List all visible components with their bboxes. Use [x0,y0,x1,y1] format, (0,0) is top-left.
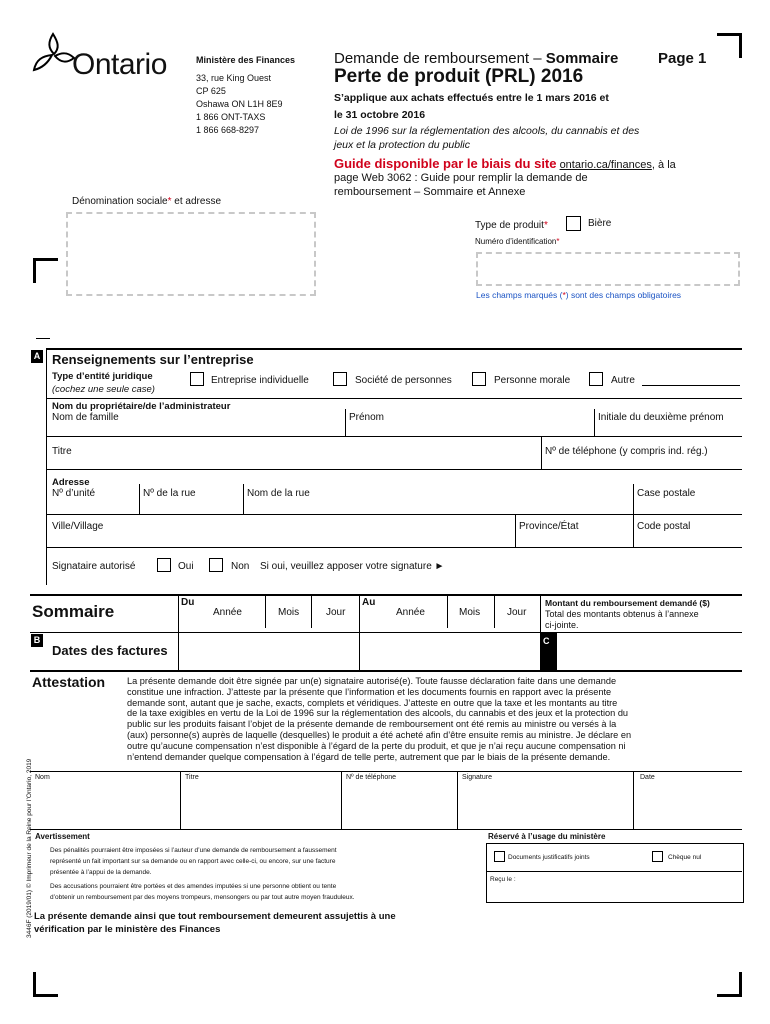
product-type-label [475,220,548,231]
owner-header: Nom du propriétaire/de l’administrateur [52,401,231,412]
address-divider [633,484,634,514]
ministry-address [196,72,283,137]
mandatory-note [476,290,681,300]
attestation-line: constitue une infraction. J’atteste par la présente que l’information et les documents fournis en rapport avec la présente [127,686,612,697]
id-label-text: Numéro d’identification [475,237,557,246]
from-month: Mois [278,607,300,618]
verification-note-1: La présente demande ainsi que tout remboursement demeurent assujettis à une [34,911,396,922]
received-label: Reçu le : [490,876,516,883]
amount-input[interactable] [558,633,742,669]
name-divider [345,409,346,436]
trillium-icon [30,30,76,76]
void-cheque-checkbox[interactable] [652,851,663,862]
product-type-text: Type de produit [475,220,544,231]
form-number-side-text: 3446F (2019/01) © Imprimeur de la Reine pour l’Ontario, 2019 [26,758,33,938]
applies-line-2: le 31 octobre 2016 [334,109,426,121]
entity-type-note: (cochez une seule case) [52,384,155,395]
title-label: Titre [52,446,72,457]
to-day: Jour [507,607,527,618]
address-line: CP 625 [196,86,226,96]
first-name-label: Prénom [349,412,385,423]
beer-label: Bière [588,218,612,229]
signatory-yes-label: Oui [178,561,194,572]
address-header: Adresse [52,477,90,488]
title-prefix: Demande de remboursement – [334,50,546,67]
entity-type-label: Type d’entité juridique [52,371,153,382]
signatory-yes-checkbox[interactable] [157,558,171,572]
required-asterisk: * [562,290,566,300]
date-col [265,594,266,628]
required-asterisk: * [556,237,560,246]
from-label: Du [181,597,195,608]
section-c-badge: C [543,636,550,646]
ministry-name: Ministère des Finances [196,55,296,65]
date-input[interactable] [634,784,741,828]
date-col [447,594,448,628]
supporting-docs-label: Documents justificatifs joints [508,854,590,861]
signature-table-top [30,771,742,772]
name-input[interactable] [31,784,179,828]
ontario-logo [30,28,180,83]
attestation-line: outre qu’aucune compensation n’est disponible à l’égard de la perte du produit, et que je n’ai reçu aucune compensation ni [127,740,626,751]
warning-line: Des pénalités pourraient être imposées si l’auteur d’une demande de remboursement a faussement [50,847,337,854]
title-bold: Sommaire [545,50,619,67]
id-label [475,237,560,246]
last-name-label: Nom de famille [52,412,119,423]
section-a-left-rule [46,348,47,585]
city-label: Ville/Village [52,521,104,532]
city-divider [633,514,634,547]
void-cheque-label: Chèque nul [668,854,702,861]
partnership-label: Société de personnes [355,375,452,386]
warning-line: représenté un fait important sur sa demande ou en rapport avec celle-ci, ou encore, sur une facture [50,858,336,865]
signatory-no-checkbox[interactable] [209,558,223,572]
guide-link[interactable]: ontario.ca/finances [559,159,652,171]
amount-note-1: Total des montants obtenus à l’annexe [545,609,699,619]
signatory-no-label: Non [231,561,250,572]
attestation-line: demande sont, autant que je sache, exacts, complets et véridiques. J’atteste en outre que la taxe et les montants au titre [127,697,618,708]
col-title: Titre [185,774,199,781]
attestation-line: (aux) personne(s) auprès de laquelle (desquelles) le produit a été acheté afin d’être ensuite remis au ministre. Je déclare en [127,729,632,740]
section-b-badge: B [31,634,43,647]
other-checkbox[interactable] [589,372,603,386]
corner-mark-bottom-right [717,972,742,997]
address-line: 33, rue King Ouest [196,73,272,83]
province-label: Province/État [519,521,579,532]
individual-checkbox[interactable] [190,372,204,386]
warning-line: présentée à l’appui de la demande. [50,869,152,876]
ministry-use-box [486,843,744,903]
invoice-dates-label: Dates des factures [52,643,168,658]
denomination-text: Dénomination sociale [72,196,168,207]
middle-initial-label: Initiale du deuxième prénom [598,412,724,423]
warning-line: d’obtenir un remboursement par des moyens trompeurs, mensongers ou par tout autre moyen frauduleux. [50,894,355,901]
signature-input[interactable] [458,784,632,828]
title-input[interactable] [181,784,340,828]
address-line: Oshawa ON L1H 8E9 [196,99,283,109]
from-day: Jour [326,607,346,618]
warning-title: Avertissement [35,832,90,841]
attestation-text [127,676,739,762]
guide-red-text: Guide disponible par le biais du site [334,156,557,171]
address-line: 1 866 ONT-TAXS [196,112,266,122]
guide-line-2: page Web 3062 : Guide pour remplir la demande de [334,172,588,184]
col-phone: Nº de téléphone [346,774,397,781]
corner-mark-left [33,258,58,283]
applies-line-1: S’applique aux achats effectués entre le 1 mars 2016 et [334,92,609,104]
unit-label: Nº d’unité [52,488,96,499]
attestation-title: Attestation [32,674,106,690]
owner-rule [46,398,742,399]
denomination-address-field[interactable] [66,212,316,296]
from-year: Année [213,607,242,618]
signature-instruction: Si oui, veuillez apposer votre signature ► [260,561,445,572]
city-divider [515,514,516,547]
other-input-line[interactable] [642,385,740,386]
section-a-badge: A [31,350,43,363]
date-col [311,594,312,628]
guide-rest: , à la [651,159,676,171]
mandatory-post: ) sont des champs obligatoires [565,290,682,300]
summary-title: Sommaire [32,602,115,621]
street-name-label: Nom de la rue [247,488,310,499]
partnership-checkbox[interactable] [333,372,347,386]
logo-wordmark: Ontario [72,48,167,81]
required-asterisk: * [167,196,172,207]
corporation-label: Personne morale [494,375,571,386]
mandatory-pre: Les champs marqués ( [476,290,563,300]
law-line-1: Loi de 1996 sur la réglementation des alcools, du cannabis et des [334,125,640,137]
signature-table-bottom [30,829,742,830]
address-divider [139,484,140,514]
street-no-label: Nº de la rue [143,488,196,499]
col-signature: Signature [462,774,492,781]
amount-note-2: ci-jointe. [545,620,579,630]
warning-text [50,845,355,903]
section-a-top-rule [46,348,742,350]
amount-title: Montant du remboursement demandé ($) [545,598,710,608]
date-col [494,594,495,628]
attestation-line: La présente demande doit être signée par un(e) signataire autorisé(e). Toute fausse déclaration faite dans une demande [127,676,617,686]
phone-label: Nº de téléphone (y compris ind. rég.) [545,446,708,457]
title-rule [46,436,742,437]
address-divider [243,484,244,514]
to-label: Au [362,597,376,608]
verification-note-2: vérification par le ministère des Finances [34,924,221,935]
summary-bottom-rule [30,670,742,672]
required-asterisk: * [543,220,548,231]
form-title [334,50,618,67]
signatory-label: Signataire autorisé [52,561,136,572]
individual-label: Entreprise individuelle [211,375,309,386]
warning-line: Des accusations pourraient être portées et des amendes imputées si une personne obtient ou tente [50,883,337,890]
attestation-line: n’entend demander quelque compensation à l’égard de telle perte, autrement que par le biais de la présente demande. [127,751,611,762]
supporting-docs-checkbox[interactable] [494,851,505,862]
guide-line-3: remboursement – Sommaire et Annexe [334,186,526,198]
ministry-use-title: Réservé à l’usage du ministère [488,832,606,841]
po-box-label: Case postale [637,488,696,499]
corner-mark-top-right [717,33,742,58]
city-rule [46,514,742,515]
address-rule [46,469,742,470]
beer-checkbox[interactable] [566,216,581,231]
summary-top-rule [30,594,742,596]
phone-input[interactable] [342,784,456,828]
other-label: Autre [611,375,635,386]
section-a-title: Renseignements sur l’entreprise [52,352,254,367]
address-line: 1 866 668-8297 [196,125,260,135]
denomination-label [72,196,221,207]
denomination-suffix: et adresse [171,196,222,207]
to-year: Année [396,607,425,618]
attestation-line: de la taxe exigibles en vertu de la Loi de 1996 sur la réglementation des alcools, du cannabis et des jeux et la protection du [127,708,629,719]
margin-tick [36,338,50,339]
name-divider [594,409,595,436]
ministry-use-rule [486,871,742,872]
page-number: Page 1 [658,50,707,67]
col-name: Nom [35,774,50,781]
col-date: Date [640,774,655,781]
form-subtitle: Perte de produit (PRL) 2016 [334,66,584,87]
postal-label: Code postal [637,521,691,532]
phone-divider [541,436,542,469]
guide-line [334,156,676,171]
signatory-rule [46,547,742,548]
corner-mark-bottom-left [33,972,58,997]
corporation-checkbox[interactable] [472,372,486,386]
attestation-line: public sur les produits faisant l’objet de la présente demande de remboursement ont été remis au ministre ou versés à la [127,719,617,730]
identification-number-field[interactable] [476,252,740,286]
law-line-2: jeux et la protection du public [334,139,471,151]
to-month: Mois [459,607,481,618]
